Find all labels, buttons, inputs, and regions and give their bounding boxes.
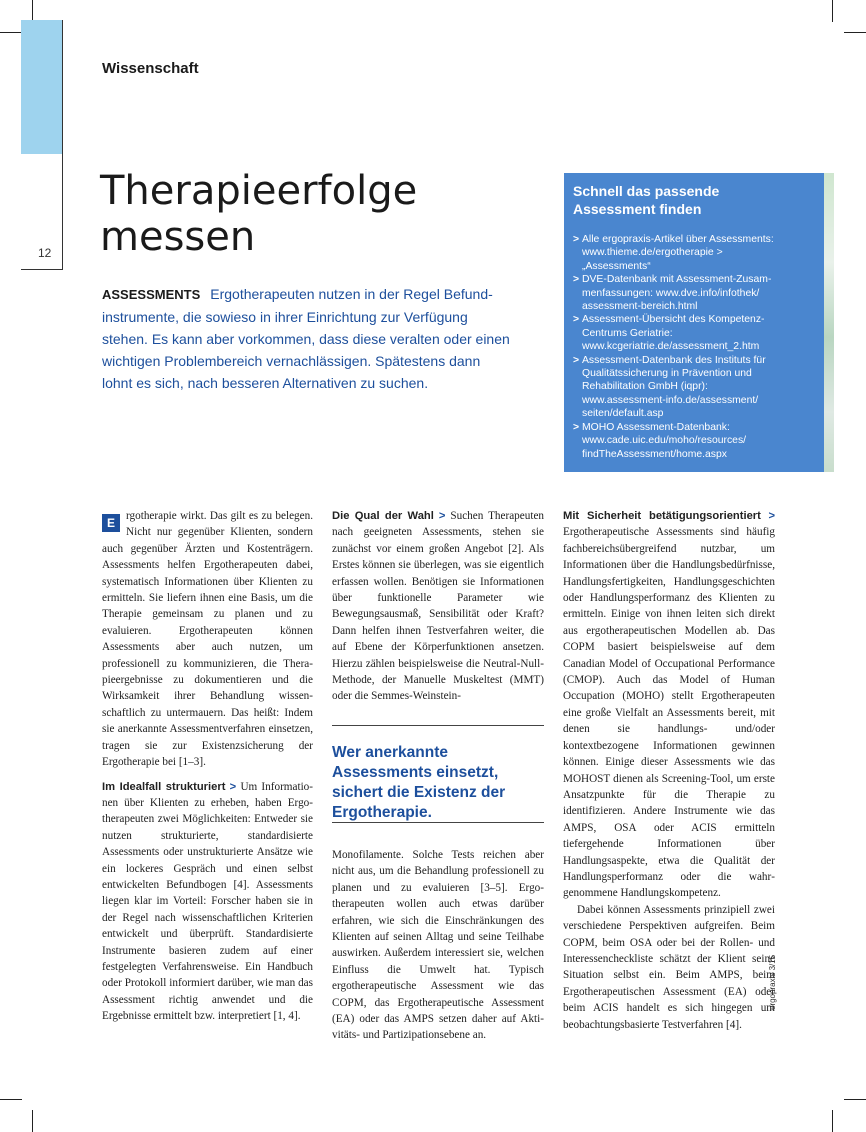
info-box-item: > DVE-Datenbank mit Assessment-Zusammenfassungen: www.dve.info/infothek/ assessment-bereich.html bbox=[573, 274, 772, 313]
crop-mark bbox=[32, 1110, 33, 1132]
pullquote-rule-top bbox=[332, 725, 544, 726]
crop-mark bbox=[32, 0, 33, 22]
paragraph: Ergotherapeutische Assessments sind häufig fachbereichsübergreifend nutzbar, um Informationen über die Handlungsbedürfnisse, Handlungsfertigkeiten, Handlungsgeschichten oder Handlungsperformanz des Klienten zu ermitteln. Einige von ihnen leiten sich direkt aus ergotherapeutischen Modellen ab. Das COPM basiert beispielsweise auf dem Canadian Model of Occupational Performance (CMOP). Auch das Model of Human Occupation (MOHO) stellt Ergotherapeuten eine große Vielfalt an Assessments bereit, mit denen sie handlungs- und/oder kontextbezogene Informationen gewinnen können. Einige dieser Assessments wie das MOHOST dienen als Screening-Tool, um erste Ansatzpunkte für die Therapie zu identifizieren. Andere Instrumente wie das AMPS, OSA oder ACIS ermitteln tiefergehende Informationen über Handlungsaspekte, etwa die Qualität der Handlungsperformanz oder die wahrgenommene Handlungskompetenz. bbox=[563, 526, 775, 900]
arrow-icon: > bbox=[438, 510, 446, 522]
arrow-icon: > bbox=[768, 510, 776, 522]
journal-reference: ergopraxis 3/15 bbox=[768, 954, 777, 1010]
info-box-title: Schnell das passende Assessment finden bbox=[573, 183, 720, 217]
body-column-2 bbox=[332, 508, 544, 705]
info-box-item: > MOHO Assessment-Datenbank: www.cade.uic.edu/moho/resources/ findTheAssessment/home.aspx bbox=[573, 421, 747, 460]
page-number-rule bbox=[21, 269, 63, 270]
article-title bbox=[100, 168, 417, 260]
body-column-3 bbox=[563, 508, 775, 1033]
crop-mark bbox=[0, 32, 22, 33]
crop-mark bbox=[0, 1099, 22, 1100]
info-box-item: > Assessment-Übersicht des Kompetenz-Centrums Geriatrie: www.kcgeriatrie.de/assessment_2.htm bbox=[573, 314, 765, 353]
subheading: Die Qual der Wahl bbox=[332, 510, 434, 522]
section-color-tab bbox=[21, 20, 62, 154]
info-box-list bbox=[573, 233, 791, 461]
crop-mark bbox=[844, 1099, 866, 1100]
title-line: messen bbox=[100, 214, 256, 260]
lead-kicker: ASSESSMENTS bbox=[102, 287, 201, 302]
crop-mark bbox=[844, 32, 866, 33]
drop-cap: E bbox=[102, 514, 120, 532]
crop-mark bbox=[832, 0, 833, 22]
article-lead bbox=[102, 283, 514, 394]
pullquote-rule-bottom bbox=[332, 822, 544, 823]
subheading: Im Idealfall strukturiert bbox=[102, 780, 226, 793]
paragraph: Suchen Therapeuten nach geeigneten Assessments, stehen sie zunächst vor einem großen Angebot [2]. Als Erstes können sie überlegen, was sie eigentlich erfassen wollen. Benötigen sie Informationen über funktionelle Parameter wie Bewegungsausmaß, Sensibilität oder Kraft? Dann helfen ihnen Testverfahren weiter, die auf Ebene der Körperfunktionen ansetzen. Hierzu zählen beispielsweise die Neutral-Null-Methode, der Manuelle Muskeltest (MMT) oder die Semmes-Weinstein- bbox=[332, 510, 545, 703]
lead-text: Ergotherapeuten nutzen in der Regel Befundinstrumente, die sowieso in ihrer Einrichtung zur Verfügung stehen. Es kann aber vorkommen, dass diese veralten oder einen wichtigen Problembereich vernachlässigen. Spätestens dann lohnt es sich, nach besseren Alternativen zu suchen. bbox=[102, 286, 510, 391]
info-box bbox=[564, 173, 834, 472]
page-number: 12 bbox=[38, 246, 52, 260]
title-line: Therapieerfolge bbox=[100, 168, 418, 214]
paragraph: Dabei können Assessments prinzipiell zwei verschiedene Perspektiven aufgreifen. Beim COPM, beim OSA oder bei der Rollen- und Interessencheckliste schätzt der Klient seine Situation selbst ein. Beim AMPS, beim Ergotherapeutischen Assessment (EA) oder beim ACIS handelt es sich hingegen um beobachtungsbasierte Testverfahren [4]. bbox=[563, 903, 775, 1031]
section-label: Wissenschaft bbox=[102, 60, 199, 77]
margin-rule bbox=[62, 20, 63, 270]
subheading: Mit Sicherheit betätigungsorientiert bbox=[563, 510, 761, 522]
arrow-icon: > bbox=[229, 780, 237, 793]
body-column-1 bbox=[102, 508, 313, 1025]
info-box-item: > Alle ergopraxis-Artikel über Assessments: www.thieme.de/ergotherapie > „Assessments“ bbox=[573, 234, 774, 272]
paragraph: Monofilamente. Solche Tests reichen aber nicht aus, um die Behandlung professionell zu planen und zu evaluieren [3–5]. Ergotherapeuten wollen auch etwas darüber erfahren, wie sich die Einschränkungen des Klienten auf seinen Alltag und seine Teilhabe auswirken. Außerdem interessiert sie, welchen Einfluss die Umwelt hat. Typisch ergotherapeutische Assessment wie das COPM, das Ergotherapeutische Assessment (EA) oder das AMPS setzen daher auf Aktivitäts- und Partizipationsebene an. bbox=[332, 849, 544, 1042]
photo-edge bbox=[824, 173, 834, 472]
body-column-2-cont bbox=[332, 847, 544, 1044]
paragraph: rgotherapie wirkt. Das gilt es zu belegen. Nicht nur gegenüber Klienten, sondern auch gegenüber Ärzten und Kostenträgern. Assessments helfen Ergotherapeuten dabei, systematisch Informationen über Klienten zu ermitteln. Sie liefern ihnen eine Basis, um die Therapie gemeinsam zu planen und zu evaluieren. Ergotherapeuten können Assessments aber auch nutzen, um professionell zu kommunizieren, die Therapieergebnisse zu dokumentieren und die Wirksamkeit ihrer Behandlung wissenschaftlich zu untermauern. Das heißt: Indem sie anerkannte Assessmentverfahren einsetzen, tragen sie zur Existenzsicherung der Ergotherapie bei [1–3]. bbox=[102, 510, 313, 769]
paragraph: Um Informationen über Klienten zu erheben, haben Ergotherapeuten zwei Möglichkeiten: Entweder sie nutzen strukturierte, standardisierte Assessments oder unstrukturierte Ansätze wie ein lockeres Gespräch und einen selbst entwickelten Befundbogen [4]. Assessments liegen klar im Vorteil: Forscher haben sie in der Regel nach wissenschaftlichen Kriterien entwickelt und überprüft. Standardisierte Instrumente basieren zudem auf einer festgelegten Verfahrensweise. Ein Handbuch oder Protokoll informiert darüber, wie man das Assessment richtig anwendet und die Ergebnisse ermittelt bzw. interpretiert [1, 4]. bbox=[102, 780, 314, 1023]
crop-mark bbox=[832, 1110, 833, 1132]
info-box-item: > Assessment-Datenbank des Instituts für Qualitätssicherung in Prävention und Rehabilitation GmbH (iqpr): www.assessment-info.de/assessment/ seiten/default.asp bbox=[573, 354, 766, 420]
pullquote: Wer anerkannte Assessments einsetzt, sichert die Existenz der Ergotherapie. bbox=[332, 744, 506, 821]
